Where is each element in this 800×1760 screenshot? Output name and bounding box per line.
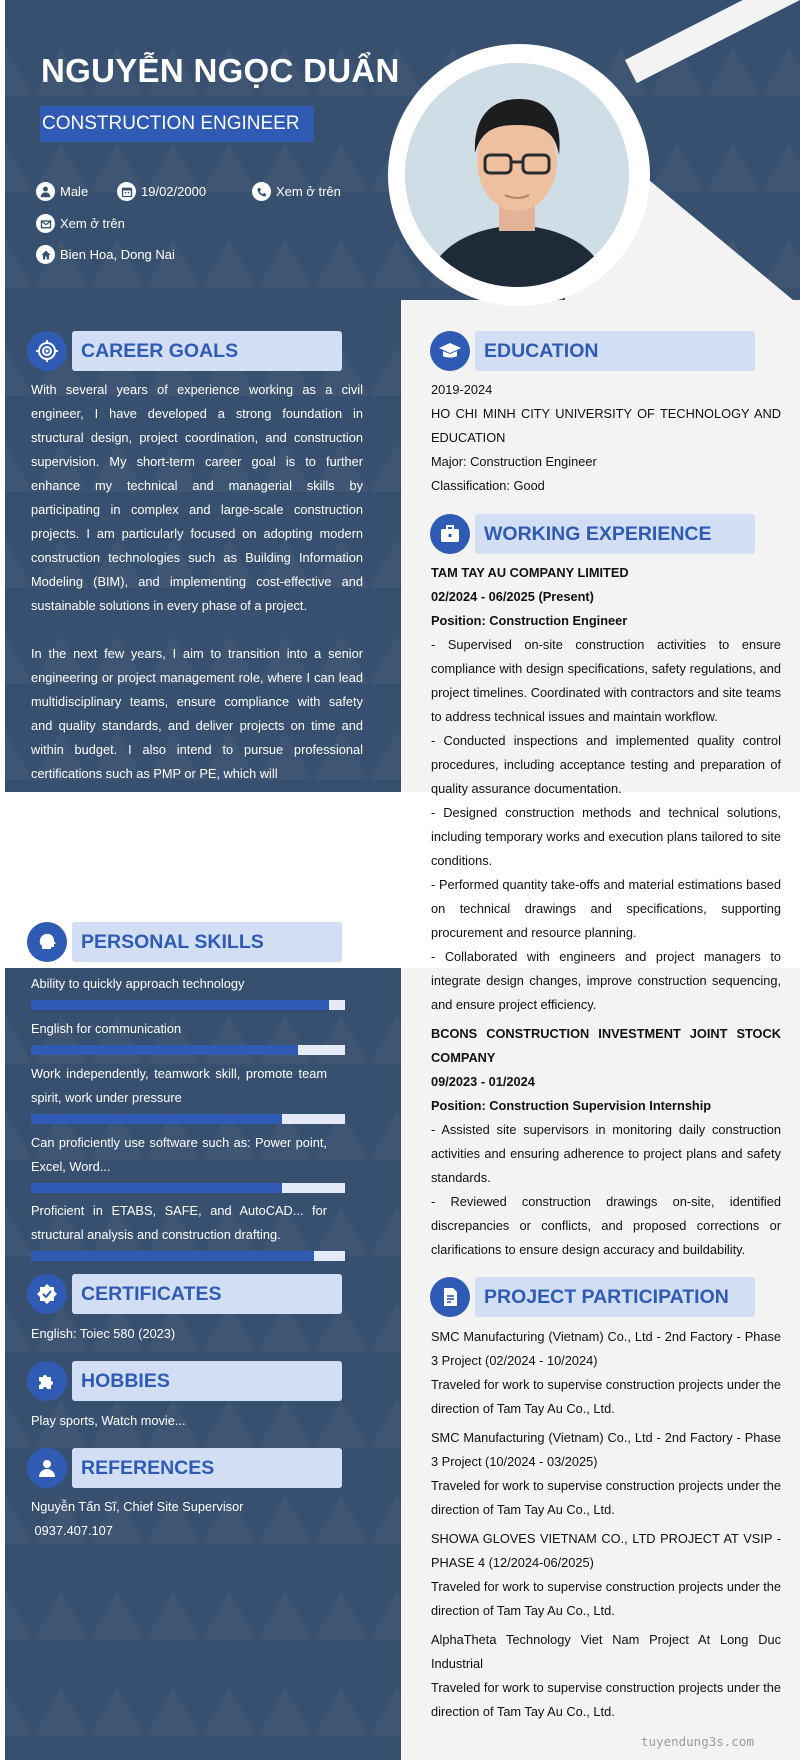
project-name: SMC Manufacturing (Vietnam) Co., Ltd - 2nd Factory - Phase 3 Project (10/2024 - 03/2025): [431, 1430, 781, 1469]
skill-label: English for communication: [31, 1021, 182, 1036]
project-desc: Traveled for work to supervise construction projects under the direction of Tam Tay Au Co., Ltd.: [431, 1478, 781, 1517]
project-name: SHOWA GLOVES VIETNAM CO., LTD PROJECT AT VSIP - PHASE 4 (12/2024-06/2025): [431, 1531, 781, 1570]
section-title: CAREER GOALS: [81, 340, 239, 362]
skill-item: [31, 1062, 327, 1124]
profile-photo: [405, 63, 629, 287]
skill-label: Can proficiently use software such as: Power point, Excel, Word...: [31, 1135, 327, 1174]
job-company: BCONS CONSTRUCTION INVESTMENT JOINT STOCK COMPANY: [431, 1026, 781, 1065]
job-entry: [431, 561, 781, 1017]
email-info: [36, 214, 125, 233]
job-position: Position: Construction Engineer: [431, 613, 628, 628]
graduation-cap-icon: [430, 331, 470, 371]
education-classification: Classification: Good: [431, 478, 545, 493]
education-header: [430, 331, 770, 371]
project-entry: [431, 1628, 781, 1724]
phone-info: [252, 182, 341, 201]
candidate-name: NGUYỄN NGỌC DUẨN: [41, 52, 400, 89]
job-entry: [431, 1022, 781, 1262]
puzzle-icon: [27, 1361, 67, 1401]
birthdate-info: [117, 182, 206, 201]
education-years: 2019-2024: [431, 382, 493, 397]
references-header: [27, 1448, 357, 1488]
mail-icon: [36, 214, 55, 233]
job-bullet: - Designed construction methods and technical solutions, including temporary works and execution plans tailored to site conditions.: [431, 805, 781, 868]
watermark: tuyendung3s.com: [641, 1734, 754, 1749]
project-name: AlphaTheta Technology Viet Nam Project At Long Duc Industrial: [431, 1632, 781, 1671]
project-name: SMC Manufacturing (Vietnam) Co., Ltd - 2nd Factory - Phase 3 Project (02/2024 - 10/2024): [431, 1329, 781, 1368]
skill-label: Proficient in ETABS, SAFE, and AutoCAD... for structural analysis and construction drafting.: [31, 1203, 327, 1242]
project-desc: Traveled for work to supervise construction projects under the direction of Tam Tay Au Co., Ltd.: [431, 1680, 781, 1719]
section-title: PROJECT PARTICIPATION: [484, 1286, 729, 1308]
target-icon: [27, 331, 67, 371]
job-bullet: - Conducted inspections and implemented quality control procedures, including acceptance testing and preparation of quality assurance documentation.: [431, 733, 781, 796]
calendar-icon: [117, 182, 136, 201]
reference-phone: 0937.407.107: [31, 1523, 113, 1538]
education-school: HO CHI MINH CITY UNIVERSITY OF TECHNOLOGY AND EDUCATION: [431, 406, 781, 445]
project-entry: [431, 1325, 781, 1421]
skill-level-fill: [31, 1045, 298, 1055]
career-goals-paragraph-2: In the next few years, I aim to transition into a senior engineering or project management role, where I can lead multidisciplinary teams, ensure compliance with safety and quality standards, and deliver projects on time and within budget. I also intend to pursue professional certifications such as PMP or PE, which will: [31, 646, 363, 781]
project-desc: Traveled for work to supervise construction projects under the direction of Tam Tay Au Co., Ltd.: [431, 1377, 781, 1416]
job-bullet: - Reviewed construction drawings on-site, identified discrepancies or conflicts, and proposed corrections or clarifications to ensure design accuracy and buildability.: [431, 1194, 781, 1257]
skill-level-bar: [31, 1251, 345, 1261]
user-icon: [27, 1448, 67, 1488]
skill-item: [31, 972, 327, 1010]
birthdate-text: 19/02/2000: [141, 184, 207, 199]
user-icon: [36, 182, 55, 201]
skill-level-bar: [31, 1045, 345, 1055]
skill-level-bar: [31, 1183, 345, 1193]
hobbies-header: [27, 1361, 357, 1401]
certificates-header: [27, 1274, 357, 1314]
reference-name: Nguyễn Tấn Sĩ, Chief Site Supervisor: [31, 1499, 244, 1514]
section-title: PERSONAL SKILLS: [81, 931, 264, 953]
education-details: [431, 378, 781, 498]
skill-level-bar: [31, 1114, 345, 1124]
job-bullet: - Collaborated with engineers and project managers to integrate design changes, improve construction sequencing, and ensure project efficiency.: [431, 949, 781, 1012]
section-title: EDUCATION: [484, 340, 599, 362]
job-bullet: - Supervised on-site construction activities to ensure compliance with design specifications, safety regulations, and project timelines. Coordinated with contractors and site teams to address technical issues and maintain workflow.: [431, 637, 781, 724]
project-entry: [431, 1527, 781, 1623]
hobbies-text: Play sports, Watch movie...: [31, 1413, 186, 1428]
address-info: [36, 245, 175, 264]
career-goals-header: [27, 331, 357, 371]
section-title: WORKING EXPERIENCE: [484, 523, 712, 545]
skill-level-bar: [31, 1000, 345, 1010]
email-text: Xem ở trên: [60, 216, 125, 231]
gender-text: Male: [60, 184, 89, 199]
section-title: CERTIFICATES: [81, 1283, 222, 1305]
job-bullet: - Performed quantity take-offs and material estimations based on technical drawings and specifications, supporting procurement and resource planning.: [431, 877, 781, 940]
skill-label: Ability to quickly approach technology: [31, 976, 245, 991]
phone-text: Xem ở trên: [276, 184, 341, 199]
experience-list: [431, 561, 781, 1262]
section-title: HOBBIES: [81, 1370, 170, 1392]
home-icon: [36, 245, 55, 264]
job-period: 09/2023 - 01/2024: [431, 1074, 535, 1089]
experience-header: [430, 514, 770, 554]
skill-level-fill: [31, 1183, 282, 1193]
skill-item: [31, 1131, 327, 1193]
job-title: CONSTRUCTION ENGINEER: [40, 106, 314, 142]
job-company: TAM TAY AU COMPANY LIMITED: [431, 565, 629, 580]
skill-level-fill: [31, 1114, 282, 1124]
skill-level-fill: [31, 1000, 329, 1010]
education-major: Major: Construction Engineer: [431, 454, 597, 469]
projects-list: [431, 1325, 781, 1724]
projects-header: [430, 1277, 770, 1317]
project-entry: [431, 1426, 781, 1522]
address-text: Bien Hoa, Dong Nai: [60, 247, 175, 262]
resume-page: [5, 0, 800, 1760]
job-position: Position: Construction Supervision Internship: [431, 1098, 712, 1113]
skill-item: [31, 1199, 327, 1261]
gender-info: [36, 182, 88, 201]
badge-check-icon: [27, 1274, 67, 1314]
phone-icon: [252, 182, 271, 201]
certificate-text: English: Toiec 580 (2023): [31, 1326, 176, 1341]
job-bullet: - Assisted site supervisors in monitoring daily construction activities and ensuring adherence to project plans and safety standards.: [431, 1122, 781, 1185]
section-title: REFERENCES: [81, 1457, 215, 1479]
project-desc: Traveled for work to supervise construction projects under the direction of Tam Tay Au Co., Ltd.: [431, 1579, 781, 1618]
brain-icon: [27, 922, 67, 962]
skill-item: [31, 1017, 327, 1055]
career-goals-paragraph-1: With several years of experience working as a civil engineer, I have developed a strong foundation in structural design, project coordination, and construction supervision. My short-term career goal is to further enhance my technical and managerial skills by participating in complex and large-scale construction projects. I am particularly focused on adopting modern construction technologies such as Building Information Modeling (BIM), and implementing cost-effective and sustainable solutions in every phase of a project.: [31, 382, 363, 613]
skill-level-fill: [31, 1251, 314, 1261]
personal-skills-header: [27, 922, 357, 962]
document-icon: [430, 1277, 470, 1317]
skill-label: Work independently, teamwork skill, promote team spirit, work under pressure: [31, 1066, 327, 1105]
briefcase-icon: [430, 514, 470, 554]
job-period: 02/2024 - 06/2025 (Present): [431, 589, 594, 604]
